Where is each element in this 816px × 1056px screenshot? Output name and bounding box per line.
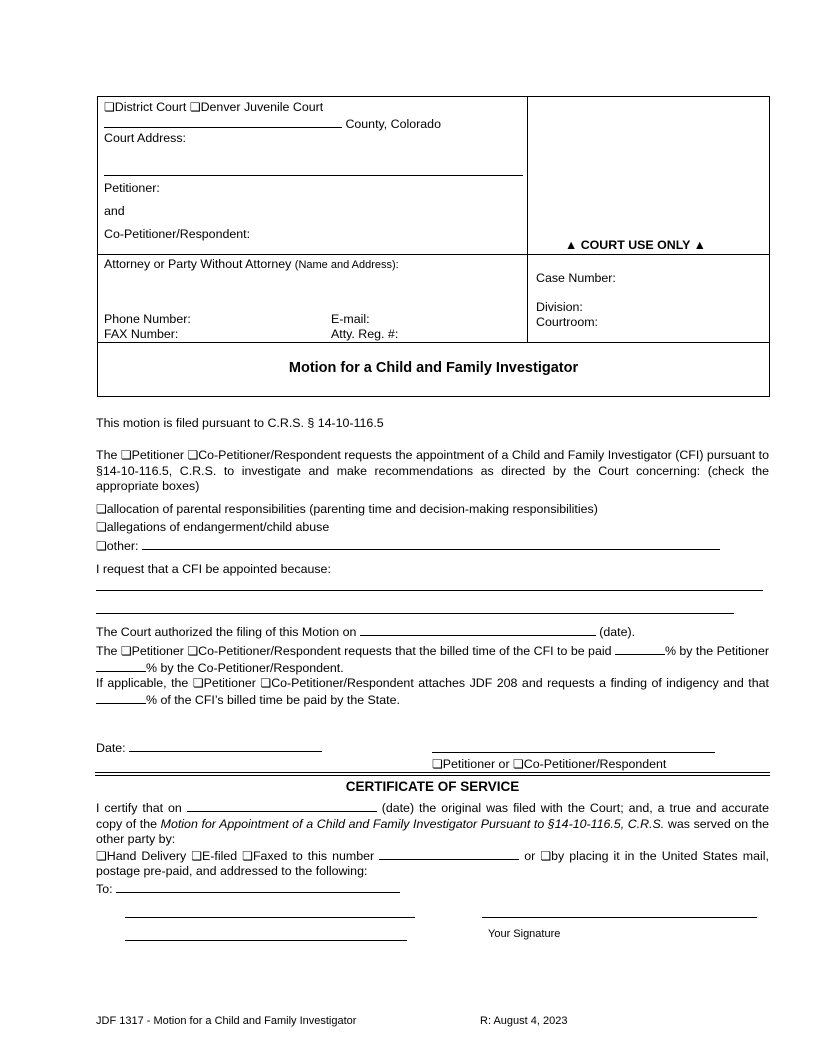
footer-revision: R: August 4, 2023 xyxy=(480,1015,568,1027)
billing-paragraph xyxy=(96,643,769,708)
caption-divider-vertical xyxy=(527,96,528,343)
faxed-checkbox[interactable] xyxy=(242,849,253,865)
date-line xyxy=(96,740,322,755)
request-text: Co-Petitioner/Respondent requests the appointment of a Child and Family Investigator (CFI) pursuant to §14-10-116.5, C.R.S. to investigate and make recommendations as directed by the Court concerning: (check the appropriate boxes) xyxy=(96,448,769,493)
petitioner-label: Petitioner: xyxy=(104,181,160,195)
billing-percent-blank-1[interactable] xyxy=(615,643,665,655)
reason-line-2[interactable] xyxy=(96,613,734,614)
court-authorized-text: The Court authorized the filing of this Motion on xyxy=(96,625,357,639)
the-word-2: The xyxy=(96,644,118,658)
hand-delivery-label: Hand Delivery xyxy=(106,848,187,863)
to-line xyxy=(96,881,400,896)
certificate-rule-bottom xyxy=(95,775,770,776)
indigency-co-petitioner-checkbox[interactable] xyxy=(260,676,271,692)
case-number-label: Case Number: xyxy=(536,271,616,285)
co-petitioner-checkbox[interactable] xyxy=(187,448,198,464)
court-authorized-line xyxy=(96,624,635,639)
court-use-only-label: ▲ COURT USE ONLY ▲ xyxy=(565,238,706,252)
indigency-text-b: and that xyxy=(723,676,769,690)
division-label: Division: xyxy=(536,300,583,314)
certify-date-blank[interactable] xyxy=(187,800,377,812)
allocation-label: allocation of parental responsibilities (parenting time and decision-making responsibilities) xyxy=(106,502,598,516)
district-court-checkbox[interactable] xyxy=(104,100,115,114)
denver-juvenile-checkbox[interactable] xyxy=(190,100,201,114)
allegations-checkbox[interactable] xyxy=(96,520,107,534)
other-label: other: xyxy=(106,539,139,553)
denver-juvenile-label: Denver Juvenile Court xyxy=(200,100,324,114)
the-word: The xyxy=(96,448,118,462)
caption-divider-1 xyxy=(97,254,770,255)
certificate-rule-top xyxy=(95,772,770,773)
indigency-text-a: Co-Petitioner/Respondent attaches JDF 208 and requests a finding of indigency xyxy=(271,676,719,690)
signature-line-1[interactable] xyxy=(432,752,715,753)
hand-delivery-checkbox[interactable] xyxy=(96,849,107,865)
attorney-small-label: (Name and Address): xyxy=(294,259,399,271)
request-paragraph xyxy=(96,448,769,495)
mail-checkbox[interactable] xyxy=(540,849,551,865)
billing-text-d: % by the Co-Petitioner/Respondent. xyxy=(146,660,344,675)
address-line-1[interactable] xyxy=(125,917,415,918)
indigency-petitioner-label: Petitioner xyxy=(203,676,256,690)
atty-reg-label: Atty. Reg. #: xyxy=(331,327,399,341)
request-because-label: I request that a CFI be appointed because: xyxy=(96,562,331,576)
email-label: E-mail: xyxy=(331,312,370,326)
to-label: To: xyxy=(96,882,113,896)
signer-petitioner-label: Petitioner or xyxy=(442,757,510,771)
courtroom-label: Courtroom: xyxy=(536,315,598,329)
petitioner-option-label: Petitioner xyxy=(131,448,184,462)
fax-number-blank[interactable] xyxy=(379,848,519,860)
other-checkbox[interactable] xyxy=(96,539,107,553)
court-address-label: Court Address: xyxy=(104,131,186,145)
billing-text-a: Co-Petitioner/Respondent requests that the billed time of the CFI to be paid xyxy=(198,644,612,658)
state-percent-blank[interactable] xyxy=(96,692,146,704)
county-colorado-label: County, Colorado xyxy=(345,117,441,131)
if-applicable-text: If applicable, the xyxy=(96,676,189,690)
court-type-line xyxy=(104,100,323,114)
footer-form-id: JDF 1317 - Motion for a Child and Family Investigator xyxy=(96,1015,357,1027)
district-court-label: District Court xyxy=(114,100,187,114)
caption-divider-2 xyxy=(97,342,770,343)
by-placing-label: by placing it in the United States xyxy=(551,848,738,863)
billing-co-petitioner-checkbox[interactable] xyxy=(187,644,198,660)
billing-text-c: Petitioner xyxy=(716,644,769,658)
option-allegations xyxy=(96,520,329,534)
and-label: and xyxy=(104,204,125,218)
date-blank[interactable] xyxy=(129,740,322,752)
to-blank[interactable] xyxy=(116,881,400,893)
option-other xyxy=(96,538,720,553)
reason-line-1[interactable] xyxy=(96,590,763,591)
phone-label: Phone Number: xyxy=(104,312,191,326)
filed-pursuant-text: This motion is filed pursuant to C.R.S. § 14-10-116.5 xyxy=(96,416,384,430)
certificate-signature-line[interactable] xyxy=(482,917,757,918)
e-filed-label: E-filed xyxy=(202,848,238,863)
faxed-label: Faxed to this number xyxy=(252,848,375,863)
your-signature-label: Your Signature xyxy=(488,928,561,940)
form-title: Motion for a Child and Family Investigator xyxy=(288,360,579,376)
co-petitioner-label: Co-Petitioner/Respondent: xyxy=(104,227,251,241)
certify-text-b: (date) the original was filed with the Court; and, a true and accurate copy of the xyxy=(96,801,769,831)
attorney-line xyxy=(104,257,399,271)
mail-line-text: mail, postage pre-paid, and addressed to the following: xyxy=(96,848,769,878)
e-filed-checkbox[interactable] xyxy=(191,849,202,865)
signer-petitioner-checkbox[interactable] xyxy=(432,757,443,771)
court-address-line[interactable] xyxy=(104,175,523,176)
county-blank[interactable] xyxy=(104,116,342,128)
indigency-text-c: % of the CFI’s billed time be paid by the State. xyxy=(146,692,400,707)
certificate-paragraph xyxy=(96,800,769,880)
signer-line xyxy=(432,757,666,771)
date-label: Date: xyxy=(96,741,126,755)
billing-text-b: % by the xyxy=(664,644,714,658)
allocation-checkbox[interactable] xyxy=(96,502,107,516)
date-paren-text: (date). xyxy=(599,625,636,639)
billing-percent-blank-2[interactable] xyxy=(96,660,146,672)
allegations-label: allegations of endangerment/child abuse xyxy=(106,520,330,534)
billing-petitioner-checkbox[interactable] xyxy=(121,644,132,660)
certify-italic-title: Motion for Appointment of a Child and Family Investigator Pursuant to §14-10-116.5, C.R.S. xyxy=(160,816,665,831)
certify-text-a: I certify that on xyxy=(96,801,182,815)
indigency-petitioner-checkbox[interactable] xyxy=(193,676,204,692)
signer-co-petitioner-checkbox[interactable] xyxy=(513,757,524,771)
certificate-heading: CERTIFICATE OF SERVICE xyxy=(345,779,520,794)
authorized-date-blank[interactable] xyxy=(360,624,596,636)
attorney-label: Attorney or Party Without Attorney xyxy=(104,257,292,271)
petitioner-checkbox[interactable] xyxy=(121,448,132,464)
address-line-2[interactable] xyxy=(125,940,407,941)
fax-label: FAX Number: xyxy=(104,327,179,341)
certify-text-c: was served on the other party by: xyxy=(96,816,770,846)
or-label: or xyxy=(524,848,536,863)
county-line xyxy=(104,116,441,131)
other-blank[interactable] xyxy=(142,538,720,550)
signer-co-petitioner-label: Co-Petitioner/Respondent xyxy=(523,757,667,771)
option-allocation xyxy=(96,502,598,516)
billing-petitioner-label: Petitioner xyxy=(131,644,184,658)
